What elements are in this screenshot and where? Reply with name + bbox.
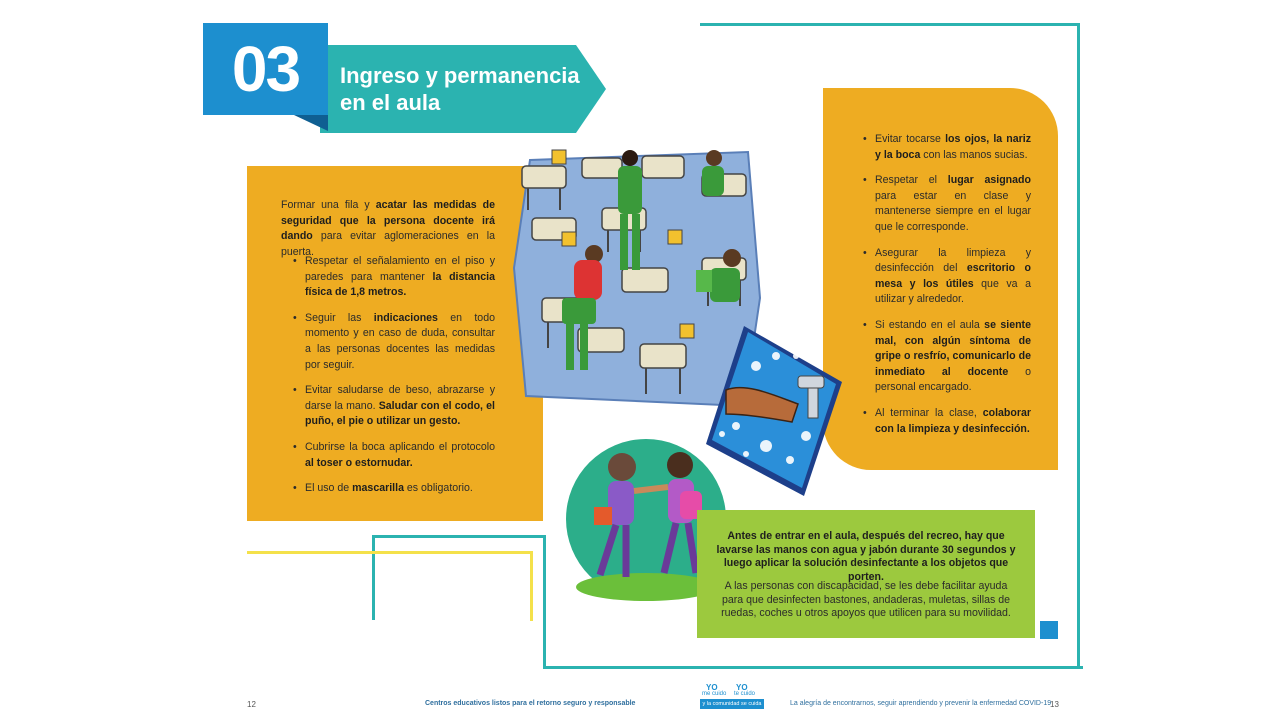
footer-caption-left: Centros educativos listos para el retorno seguro y responsable (425, 700, 636, 707)
logo-yo-1: YO (706, 683, 718, 692)
list-item: • Asegurar la limpieza y desinfección del escritorio o mesa y los útiles que va a utilizar y alrededor. (863, 246, 1031, 308)
teal-frame-mid-horizontal (372, 535, 546, 538)
logo-band: y la comunidad se cuida (700, 699, 764, 709)
handwashing-note-box (697, 510, 1035, 638)
handwashing-note-bold: Antes de entrar en el aula, después del recreo, hay que lavarse las manos con agua y jabón durante 30 segundos y luego aplicar la solución desinfectante a los objetos que porten. (716, 530, 1016, 583)
teal-frame-bottom (543, 666, 1083, 669)
list-item: • El uso de mascarilla es obligatorio. (293, 481, 495, 497)
list-item: • Si estando en el aula se siente mal, con algún síntoma de gripe o resfrío, comunicarlo de inmediato al docente o personal encargado. (863, 318, 1031, 396)
list-item: • Evitar tocarse los ojos, la nariz y la boca con las manos sucias. (863, 132, 1031, 163)
teal-frame-mid-vertical (543, 535, 546, 668)
left-bullet-list (293, 254, 495, 507)
logo-me-cuido: me cuido (702, 691, 727, 697)
left-info-box (247, 166, 543, 521)
list-item: • Seguir las indicaciones en todo momento y en caso de duda, consultar a las personas docentes las medidas por seguir. (293, 311, 495, 373)
right-bullet-list (863, 132, 1031, 447)
campaign-logo (700, 683, 764, 715)
list-item: • Evitar saludarse de beso, abrazarse y darse la mano. Saludar con el codo, el puño, el pie o utilizar un gesto. (293, 383, 495, 430)
right-info-box (823, 88, 1058, 470)
teal-frame-left-vertical (372, 535, 375, 620)
left-intro (281, 198, 495, 260)
section-number-fold (294, 115, 328, 131)
page-number-left: 12 (247, 700, 256, 709)
section-title-line1: Ingreso y permanencia (340, 63, 580, 88)
disability-note: A las personas con discapacidad, se les debe facilitar ayuda para que desinfecten bastones, andaderas, muletas, sillas de ruedas, coches u otros apoyos que utilicen para su movilidad. (721, 580, 1011, 620)
intro-bold: acatar las medidas de seguridad que la persona docente irá dando (281, 199, 495, 243)
logo-te-cuido: te cuido (734, 691, 756, 697)
list-item: • Respetar el señalamiento en el piso y paredes para mantener la distancia física de 1,8 metros. (293, 254, 495, 301)
blue-square-decoration (1040, 621, 1058, 639)
yellow-line-vertical (530, 551, 533, 621)
footer-caption-right: La alegría de encontrarnos, seguir aprendiendo y prevenir la enfermedad COVID-19 (790, 700, 1052, 707)
section-title-line2: en el aula (340, 90, 441, 115)
intro-text-end: para evitar aglomeraciones en la puerta. (281, 230, 495, 258)
list-item: • Cubrirse la boca aplicando el protocolo al toser o estornudar. (293, 440, 495, 471)
section-number: 03 (203, 23, 328, 115)
intro-text: Formar una fila y (281, 199, 376, 211)
page-number-right: 13 (1050, 700, 1059, 709)
logo-yo-2: YO (736, 683, 748, 692)
list-item: • Respetar el lugar asignado para estar en clase y mantenerse siempre en el lugar que le corresponde. (863, 173, 1031, 235)
yellow-line-horizontal (247, 551, 532, 554)
section-title (340, 62, 580, 116)
list-item: • Al terminar la clase, colaborar con la limpieza y desinfección. (863, 406, 1031, 437)
